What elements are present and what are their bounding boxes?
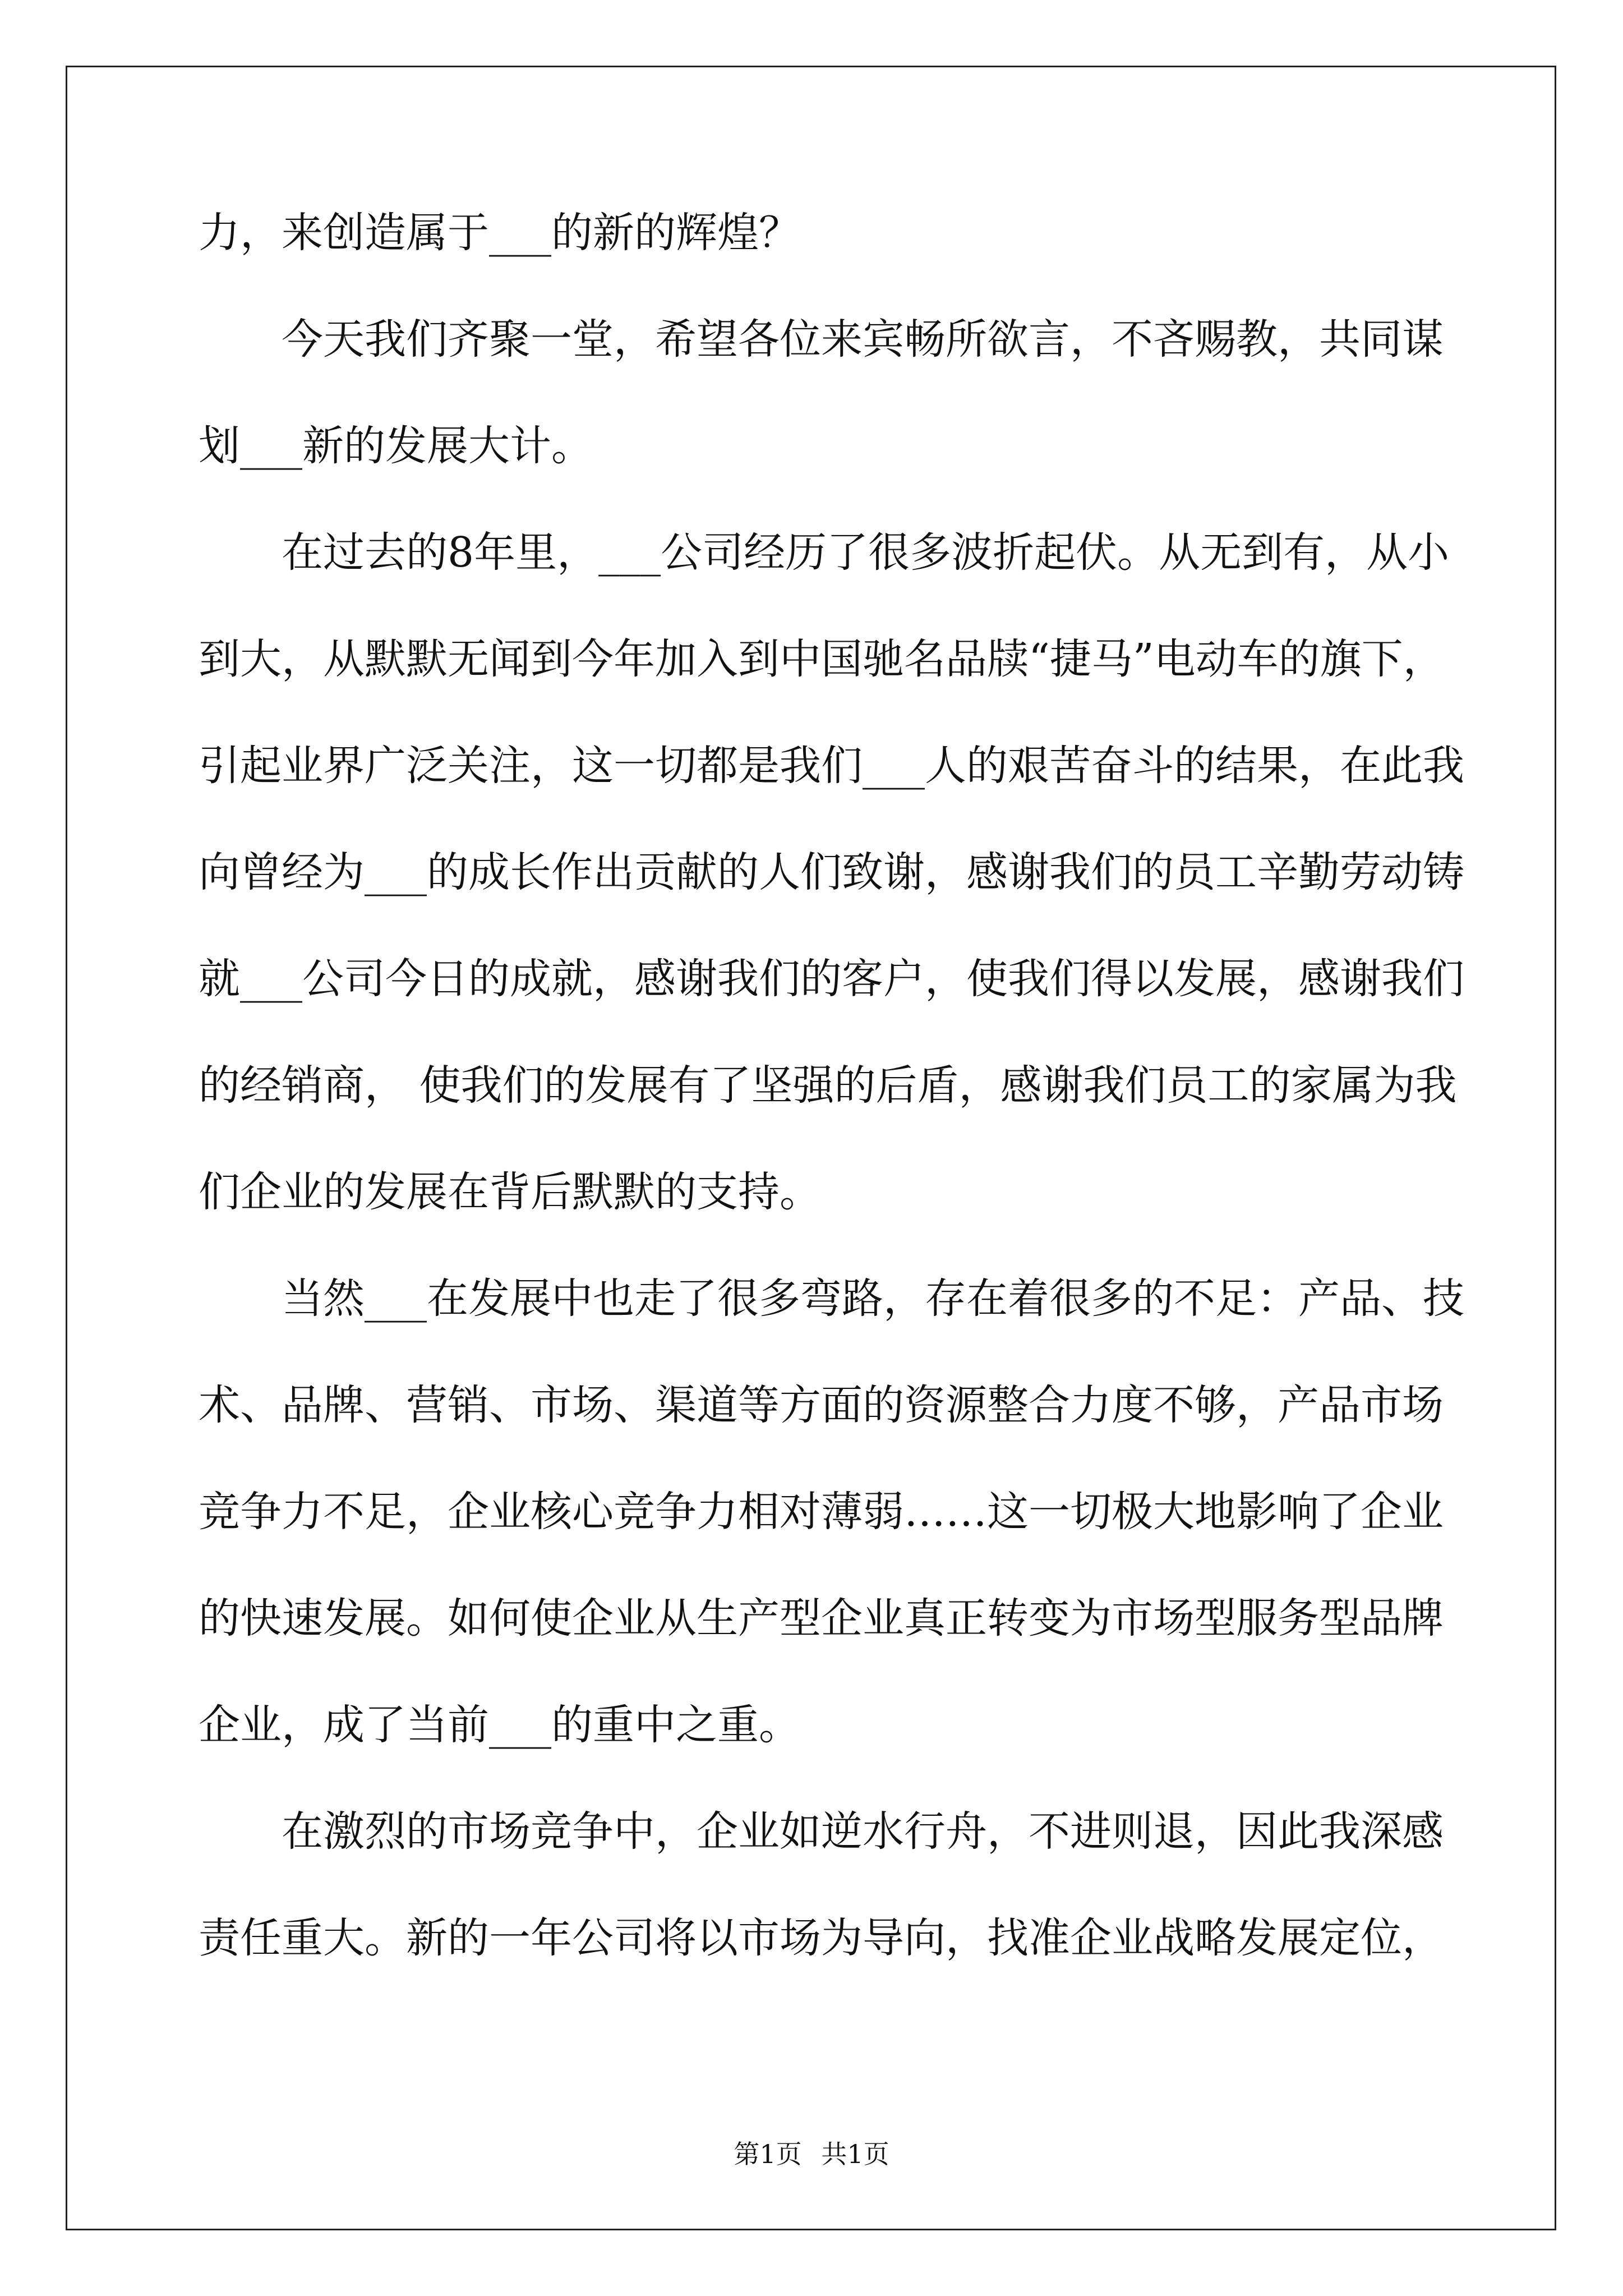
text-line: 竞争力不足，企业核心竞争力相对薄弱……这一切极大地影响了企业 [199, 1488, 1444, 1536]
text-line: 向曾经为___的成长作出贡献的人们致谢，感谢我们的员工辛勤劳动铸 [199, 848, 1464, 896]
text-line: 划___新的发展大计。 [199, 422, 593, 470]
text-line: 企业，成了当前___的重中之重。 [199, 1701, 800, 1749]
text-line: 责任重大。新的一年公司将以市场为导向，找准企业战略发展定位， [199, 1914, 1444, 1962]
page-frame [66, 66, 1556, 2230]
text-line: 当然___在发展中也走了很多弯路，存在着很多的不足：产品、技 [282, 1274, 1464, 1323]
page-number: 第1页 [734, 2139, 802, 2169]
text-line: 在过去的8年里，___公司经历了很多波折起伏。从无到有，从小 [282, 528, 1450, 577]
page-total: 共1页 [821, 2139, 889, 2169]
text-line: 的经销商， 使我们的发展有了坚强的后盾，感谢我们员工的家属为我 [199, 1061, 1457, 1110]
text-line: 到大，从默默无闻到今年加入到中国驰名品牍“捷马”电动车的旗下， [199, 635, 1445, 683]
text-line: 力，来创造属于___的新的辉煌？ [199, 209, 800, 257]
text-line: 术、品牌、营销、市场、渠道等方面的资源整合力度不够，产品市场 [199, 1381, 1444, 1429]
text-line: 今天我们齐聚一堂，希望各位来宾畅所欲言，不吝赐教，共同谋 [282, 315, 1444, 364]
text-line: 就___公司今日的成就，感谢我们的客户，使我们得以发展，感谢我们 [199, 955, 1464, 1003]
text-line: 在激烈的市场竞争中，企业如逆水行舟，不进则退，因此我深感 [282, 1807, 1444, 1856]
text-line: 引起业界广泛关注，这一切都是我们___人的艰苦奋斗的结果，在此我 [199, 742, 1464, 790]
page-footer [0, 2138, 1623, 2170]
text-line: 们企业的发展在背后默默的支持。 [199, 1168, 821, 1216]
text-line: 的快速发展。如何使企业从生产型企业真正转变为市场型服务型品牌 [199, 1594, 1444, 1642]
